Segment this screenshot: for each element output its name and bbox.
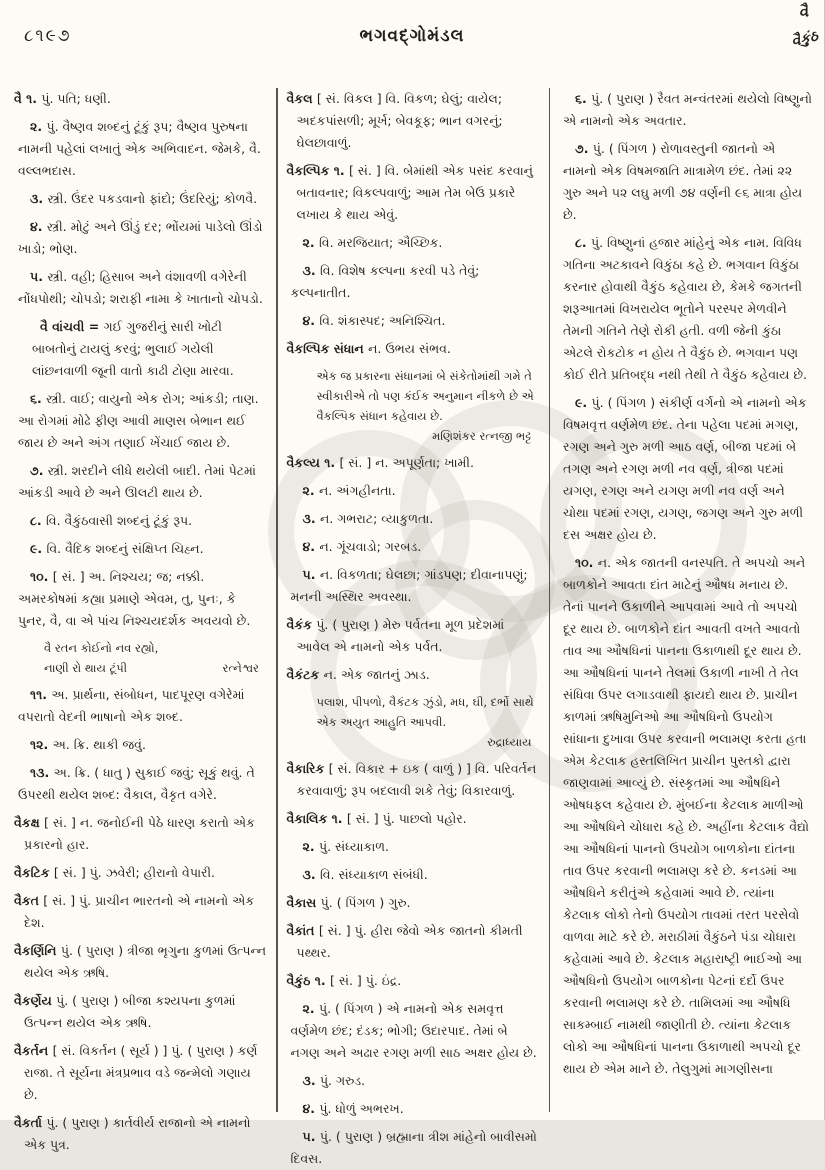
dictionary-entry <box>14 684 267 728</box>
entry-headword: ૩. <box>302 511 320 526</box>
entry-headword: ૨. <box>302 235 319 250</box>
dictionary-entry <box>559 392 812 546</box>
entry-headword: ૨. <box>302 1001 319 1016</box>
entry-text: [ સં. ] ન. જનોઈની પેઠે ધારણ કરાતો એક પ્રકારનો હાર. <box>24 815 255 852</box>
entry-headword: વૈકટિક <box>14 865 54 880</box>
dictionary-entry <box>14 566 267 632</box>
entry-headword: ૮. <box>575 235 591 250</box>
entry-text: એક જ પ્રકારના સંધાનમાં બે સંકેતોમાંથી ગમે તે સ્વીકારીએ તો પણ કંઈક અનુમાન નીકળે છે એ વૈકલ્પિક સંધાન કહેવાય છે. <box>316 369 534 423</box>
dictionary-entry <box>287 998 540 1064</box>
entry-text: પું. વૈષ્ણવ શબ્દનું ટૂંકું રૂપ; વૈષ્ણવ પુરુષના નામની પહેલાં લખાતું એક અભિવાદન. જેમકે, વૈ. વલ્લભદાસ. <box>18 119 261 178</box>
entry-headword: વૈકારિક <box>286 761 329 776</box>
catchword-first: વૈ <box>796 2 811 22</box>
entry-headword: વૈકંટક <box>286 667 324 682</box>
page-header <box>0 0 824 88</box>
entry-headword: ૪. <box>302 1101 320 1116</box>
entry-headword: ૬. <box>575 91 592 106</box>
dictionary-columns <box>14 88 812 1166</box>
verse-line: વૈ રતન કોઈનો નવ રહ્યો, <box>44 641 159 655</box>
entry-headword: વૈકંક <box>286 617 317 632</box>
entry-text: સ્ત્રી. ઉંદર પકડવાનો ફાંદો; ઉંદરિયું; કોળવૈ. <box>47 191 258 206</box>
entry-headword: ૭. <box>30 463 48 478</box>
dictionary-entry <box>559 138 812 226</box>
entry-text: [ સં. વિકાર + ઇક ( વાળું ) ] વિ. પરિવર્તન કરવાવાળું; રૂપ બદલાવી શકે તેવું; વિકારવાળું. <box>296 761 537 798</box>
entry-headword: ૬. <box>30 391 47 406</box>
entry-text: [ સં. ] પું. પાછલો પહોર. <box>346 811 467 826</box>
entry-text: પું. ( પુરાણ ) બ્રહ્માના ત્રીશ માંહેનો બાવીસમો દિવસ. <box>290 1129 537 1166</box>
entry-text: ગઈ ગુજરીનું સારી ખોટી બાબતોનું ટાયલું કરવું; ભુલાઈ ગયેલી લાંછનવાળી જૂની વાતો કાઢી ટોણા મારવા. <box>32 319 234 378</box>
entry-headword: ૫. <box>302 1129 320 1144</box>
entry-text: સ્ત્રી. વહી; હિસાબ અને વંશાવળી વગેરેની નોંધપોથી; ચોપડો; શરાફી નામા કે ખાતાનો ચોપડો. <box>18 269 263 306</box>
entry-text: [ સં. વિકર્તન ( સૂર્ય ) ] પું. ( પુરાણ ) કર્ણ રાજા. તે સૂર્યના મંત્રપ્રભાવ વડે જન્મેલો ગણાય છે. <box>24 1043 258 1102</box>
entry-text: અ. પ્રાર્થના, સંબોધન, પાદપૂરણ વગેરેમાં વપરાતો વેદની ભાષાનો એક શબ્દ. <box>18 687 245 724</box>
dictionary-entry <box>287 1126 540 1170</box>
entry-headword: વૈકાંત <box>286 923 319 938</box>
dictionary-entry <box>287 920 540 964</box>
dictionary-entry <box>287 664 540 686</box>
dictionary-entry <box>14 188 267 210</box>
entry-text: અ. ક્રિ. થાકી જવું. <box>52 737 146 752</box>
entry-headword: ૪. <box>302 313 320 328</box>
entry-headword: ૮. <box>30 513 46 528</box>
dictionary-entry <box>14 116 267 182</box>
entry-headword: વૈકલ્ય ૧. <box>286 455 340 470</box>
dictionary-entry <box>287 892 540 914</box>
dictionary-entry <box>14 510 267 532</box>
verse-attribution: મણિશંકર રત્નજી ભટ્ટ <box>432 429 532 443</box>
dictionary-entry <box>287 836 540 858</box>
entry-headword: વૈકર્તન <box>14 1043 53 1058</box>
entry-text: પું. ( પિંગળ ) ગુરુ. <box>320 895 411 910</box>
dictionary-entry <box>287 310 540 332</box>
dictionary-entry <box>287 614 540 658</box>
entry-headword: ૩. <box>302 1073 320 1088</box>
entry-headword: ૨. <box>302 839 319 854</box>
entry-headword: વૈકાલિક ૧. <box>286 811 347 826</box>
catchwords <box>790 2 820 51</box>
dictionary-entry <box>14 388 267 454</box>
verse-block <box>287 366 540 446</box>
entry-text: વિ. વૈકુંઠવાસી શબ્દનું ટૂંકું રૂપ. <box>45 513 193 528</box>
entry-text: પું. ( પિંગળ ) એ નામનો એક સમવૃત્ત વર્ણમેળ છંદ; દંડક; ભોગી; ઉદારપાદ. તેમાં બે નગણ અને અઢાર રગણ મળી સાઠ અક્ષર હોય છે. <box>290 1001 537 1060</box>
dictionary-entry <box>14 940 267 984</box>
entry-text: [ સં. ] વિ. બેમાંથી એક પસંદ કરવાનું બતાવનાર; વિકલ્પવાળું; આમ તેમ બેઉ પ્રકારે લખાય કે થાય એવું. <box>296 163 533 222</box>
entry-text: પું. ( પિંગળ ) સંકીર્ણ વર્ગનો એ નામનો એક વિષમવૃત્ત વર્ણમેળ છંદ. તેના પહેલા પદમાં મગણ, રગણ અને ગુરુ મળી આઠ વર્ણ, બીજા પદમાં બે તગણ અને રગણ મળી નવ વર્ણ, ત્રીજા પદમાં યગણ, રગણ અને યગણ મળી નવ વર્ણ અને ચોથા પદમાં રગણ, યગણ, જગણ અને ગુરુ મળી દસ અક્ષર હોય છે. <box>563 395 807 542</box>
dictionary-entry <box>287 260 540 304</box>
dictionary-entry <box>14 316 267 382</box>
entry-text: પું. ( પુરાણ ) બીજા કશ્યપના કુળમાં ઉત્પન્ન થયેલ એક ઋષિ. <box>24 993 236 1030</box>
entry-text: પું. વિષ્ણુનાં હજાર માંહેનું એક નામ. વિવિધ ગતિના અટકાવને વિકુંઠા કહે છે. ભગવાન વિકુંઠા કરનાર હોવાથી વૈકુંઠ કહેવાય છે, કેમકે જગતની શરૂઆતમાં વિખરાયેલ ભૂતોને પરસ્પર મેળવીને તેમની ગતિને તેણે રોકી હતી. વળી જેની કુંઠા એટલે રોકટોક ન હોય તે વૈકુંઠ છે. ભગવાન પણ કોઈ રીતે પ્રતિબદ્ધ નથી તેથી તે વૈકુંઠ કહેવાય છે. <box>563 235 807 382</box>
entry-headword: વૈકક્ષ <box>14 815 45 830</box>
column-divider-2 <box>549 88 551 1112</box>
dictionary-entry <box>287 808 540 830</box>
dictionary-entry <box>559 232 812 386</box>
entry-headword: વૈકલ્પિક ૧. <box>286 163 349 178</box>
entry-headword: વૈકુંઠ ૧. <box>286 973 330 988</box>
entry-headword: વૈકાસ <box>286 895 321 910</box>
dictionary-entry <box>287 970 540 992</box>
entry-headword: વૈકત <box>14 893 44 908</box>
entry-text: પું. ( પુરાણ ) મેરુ પર્વતના મૂળ પ્રદેશમાં આવેલ એ નામનો એક પર્વત. <box>296 617 505 654</box>
dictionary-entry <box>559 88 812 132</box>
verse-attribution: રુદ્રાધ્યાય <box>487 735 532 749</box>
entry-text: ન. ગૂંચવાડો; ગરબડ. <box>319 539 422 554</box>
entry-headword: ૪. <box>30 219 47 234</box>
dictionary-entry <box>287 1098 540 1120</box>
entry-text: ન. એક જાતની વનસ્પતિ. તે અપચો અને બાળકોને આવતા દાંત માટેનું ઔષધ મનાય છે. તેનાં પાનને ઉકાળીને આપવામાં આવે તો અપચો દૂર થાય છે. બાળકોને દાંત આવતી વખતે આવતો તાવ આ ઔષધિનાં પાનના ઉકાળાથી દૂર થાય છે. આ ઔષધિનાં પાનને તેલમાં ઉકાળી નાખી તે તેલ સંધિવા ઉપર લગાડવાથી ફાયદો થાય છે. પ્રાચીન કાળમાં ઋષિમુનિઓ આ ઔષધિનો ઉપયોગ સાંધાના દુખાવા ઉપર કરવાની ભલામણ કરતા હતા એમ કેટલાક હસ્તલિખિત પ્રાચીન પુસ્તકો દ્વારા જાણવામાં આવ્યું છે. સંસ્કૃતમાં આ ઔષધિને ઓષધફલ કહેવાય છે. મુંબઈના કેટલાક માળીઓ આ ઔષધિને ચોધારા કહે છે. અહીંના કેટલાક વૈદ્યો આ ઔષધિનાં પાનનો ઉપયોગ બાળકોના દાંતના તાવ ઉપર કરવાની ભલામણ કરે છે. કનડમાં આ ઔષધિને કરીતુંએ કહેવામાં આવે છે. ત્યાંના કેટલાક લોકો તેનો ઉપયોગ તાવમાં તરત પરસેવો વાળવા માટે કરે છે. મરાઠીમાં વૈકુંઠને પંડા ચોધારા કહેવામાં આવે છે. કેટલાક મહારાષ્ટ્રી ભાઈઓ આ ઔષધિનો ઉપયોગ બાળકોના પેટનાં દર્દો ઉપર કરવાની ભલામણ કરે છે. તામિલમાં આ ઔષધિ સાકમ્બાઈ નામથી જાણીતી છે. ત્યાંના કેટલાક લોકો આ ઔષધિનાં પાનના ઉકાળાથી અપચો દૂર થાય છે એમ માને છે. તેલુગુમાં માગણીસના <box>563 555 810 1076</box>
dictionary-entry <box>14 862 267 884</box>
entry-headword: વૈકલ્પિક સંધાન <box>286 341 369 356</box>
entry-text: [ સં. ] અ. નિશ્ચય; જ; નક્કી. અમરકોષમાં કહ્યા પ્રમાણે એવમ, તુ, પુનઃ, કે પુનર, વૈ, વા એ પાંચ નિશ્ચયદર્શક અવયવો છે. <box>18 569 251 628</box>
entry-headword: વૈકર્તા <box>14 1115 47 1130</box>
entry-text: [ સં. ] પું. હીરા જેવો એક જાતનો કીમતી પથ્થર. <box>296 923 523 960</box>
column-divider-1 <box>276 88 278 1112</box>
entry-text: પું. પતિ; ધણી. <box>41 91 111 106</box>
entry-headword: ૩. <box>302 263 320 278</box>
entry-headword: ૧૦. <box>30 569 53 584</box>
dictionary-entry <box>287 1070 540 1092</box>
entry-text: [ સં. ] ન. અપૂર્ણતા; ખામી. <box>339 455 474 470</box>
column-1 <box>14 88 267 1152</box>
entry-text: વિ. મરજિયાત; ઐચ્છિક. <box>318 235 443 250</box>
entry-headword: ૨. <box>302 483 319 498</box>
column-2 <box>286 88 540 1166</box>
entry-text: પું. ( પુરાણ ) રૈવત મન્વંતરમાં થયેલો વિષ્ણુનો એ નામનો એક અવતાર. <box>563 91 812 128</box>
entry-text: પું. ( પિંગળ ) રોળાવસ્તુની જાતનો એ નામનો એક વિષમજાતિ માત્રામેળ છંદ. તેમાં ૨૨ ગુરુ અને ૫૨ લઘુ મળી ૭૪ વર્ણની ૯૬ માત્રા હોય છે. <box>563 141 803 222</box>
dictionary-entry <box>287 452 540 474</box>
entry-text: વિ. સંધ્યાકાળ સંબંધી. <box>319 867 428 882</box>
entry-text: [ સં. વિકલ ] વિ. વિકળ; ઘેલું; વાયેલ; અદકપાંસળી; મૂર્ખ; બેવકૂફ; ભાન વગરનું; ઘેલછાવાળું. <box>296 91 503 150</box>
dictionary-entry <box>287 758 540 802</box>
entry-text: પું. ( પુરાણ ) ત્રીજા ભૃગુના કુળમાં ઉત્પન્ન થયેલ એક ઋષિ. <box>24 943 267 980</box>
dictionary-entry <box>14 812 267 856</box>
entry-headword: ૫. <box>302 567 320 582</box>
entry-text: પું. ( પુરાણ ) કાર્તવીર્ય રાજાનો એ નામનો એક પુત્ર. <box>24 1115 251 1152</box>
entry-text: વિ. વિશેષ કલ્પના કરવી પડે તેવું; કલ્પનાતીત. <box>290 263 480 300</box>
dictionary-entry <box>287 160 540 226</box>
page-title: ભગવદ્ગોમંડલ <box>359 26 465 46</box>
entry-headword: ૨. <box>30 119 47 134</box>
catchword-last: વૈકુંઠ <box>790 28 820 51</box>
dictionary-entry <box>287 88 540 154</box>
entry-headword: વૈ વાંચવી = <box>40 319 104 334</box>
entry-text: [ સં. ] પું. પ્રાચીન ભારતનો એ નામનો એક દેશ. <box>24 893 255 930</box>
entry-headword: ૭. <box>575 141 593 156</box>
entry-text: ન. વિકળતા; ઘેલછા; ગાંડપણ; દીવાનાપણું; મનની અસ્થિર અવસ્થા. <box>290 567 528 604</box>
dictionary-entry <box>287 338 540 360</box>
dictionary-entry <box>287 864 540 886</box>
entry-text: સ્ત્રી. શરદીને લીધે થયેલી બાદી. તેમાં પેટમાં આંકડી આવે છે અને ઊલટી થાય છે. <box>18 463 256 500</box>
entry-text: વિ. વૈદિક શબ્દનું સંક્ષિપ્ત ચિહ્ન. <box>46 541 204 556</box>
dictionary-entry <box>14 990 267 1034</box>
entry-text: પલાશ, પીપળો, વૈકંટક ઝુંડો, મધ, ઘી, દર્ભો સાથે એક અયુત આહુતિ આપવી. <box>316 695 534 729</box>
entry-headword: ૩. <box>302 867 320 882</box>
page-number: ૮૧૯૭ <box>24 26 72 46</box>
entry-headword: ૧૦. <box>575 555 598 570</box>
entry-text: ન. ઉભય સંભવ. <box>368 341 451 356</box>
dictionary-entry <box>287 480 540 502</box>
entry-text: ન. ગભરાટ; વ્યાકુળતા. <box>319 511 434 526</box>
verse-attribution: રત્નેશ્વર <box>222 661 259 675</box>
entry-headword: વૈકર્ણિનિ <box>14 943 61 958</box>
entry-headword: ૪. <box>302 539 320 554</box>
entry-headword: ૩. <box>30 191 48 206</box>
verse-line: નાણી રો થાય ટૂંપી <box>44 661 127 675</box>
entry-text: પું. ગરુડ. <box>319 1073 366 1088</box>
verse-block <box>287 692 540 752</box>
dictionary-entry <box>14 1112 267 1156</box>
dictionary-entry <box>14 734 267 756</box>
dictionary-entry <box>559 552 812 1080</box>
entry-headword: ૯. <box>30 541 47 556</box>
dictionary-entry <box>287 508 540 530</box>
dictionary-entry <box>14 762 267 806</box>
entry-text: અ. ક્રિ. ( ધાતુ ) સુકાઈ જવું; સૂકું થવું. તે ઉપરથી થયેલ શબ્દ: વૈકાલ, વૈકૃત વગેરે. <box>18 765 255 802</box>
entry-headword: ૯. <box>575 395 592 410</box>
dictionary-entry <box>14 216 267 260</box>
entry-headword: ૧૧. <box>30 687 52 702</box>
dictionary-entry <box>14 538 267 560</box>
entry-headword: ૧૨. <box>30 737 53 752</box>
entry-headword: વૈકલ <box>286 91 317 106</box>
entry-text: [ સં. ] પું. ઇંદ્ર. <box>329 973 402 988</box>
entry-text: વિ. શંકાસ્પદ; અનિશ્ચિત. <box>319 313 446 328</box>
entry-text: [ સં. ] પું. ઝવેરી; હીરાનો વેપારી. <box>53 865 216 880</box>
dictionary-entry <box>14 1040 267 1106</box>
entry-text: ન. અંગહીનતા. <box>318 483 396 498</box>
verse-block <box>14 638 267 678</box>
dictionary-entry <box>287 536 540 558</box>
entry-text: ન. એક જાતનું ઝાડ. <box>323 667 430 682</box>
column-3 <box>559 88 812 1112</box>
dictionary-entry <box>14 890 267 934</box>
dictionary-entry <box>287 564 540 608</box>
entry-text: પું. સંધ્યાકાળ. <box>318 839 389 854</box>
entry-headword: ૧૩. <box>30 765 54 780</box>
entry-text: સ્ત્રી. વાઈ; વાયુનો એક રોગ; આંકડી; તાણ. આ રોગમાં મોઢે ફીણ આવી માણસ બેભાન થઈ જાય છે અને અંગ તણાઈ ખેંચાઈ જાય છે. <box>18 391 259 450</box>
dictionary-entry <box>14 266 267 310</box>
entry-headword: વૈકર્ણેય <box>14 993 57 1008</box>
entry-text: પું. ધોળું અભરખ. <box>319 1101 404 1116</box>
dictionary-entry <box>287 232 540 254</box>
entry-headword: વૈ ૧. <box>14 91 42 106</box>
dictionary-entry <box>14 88 267 110</box>
entry-text: સ્ત્રી. મોટું અને ઊંડું દર; ભોંયમાં પાડેલો ઊંડો ખાડો; ભોણ. <box>18 219 263 256</box>
entry-headword: ૫. <box>30 269 48 284</box>
dictionary-entry <box>14 460 267 504</box>
